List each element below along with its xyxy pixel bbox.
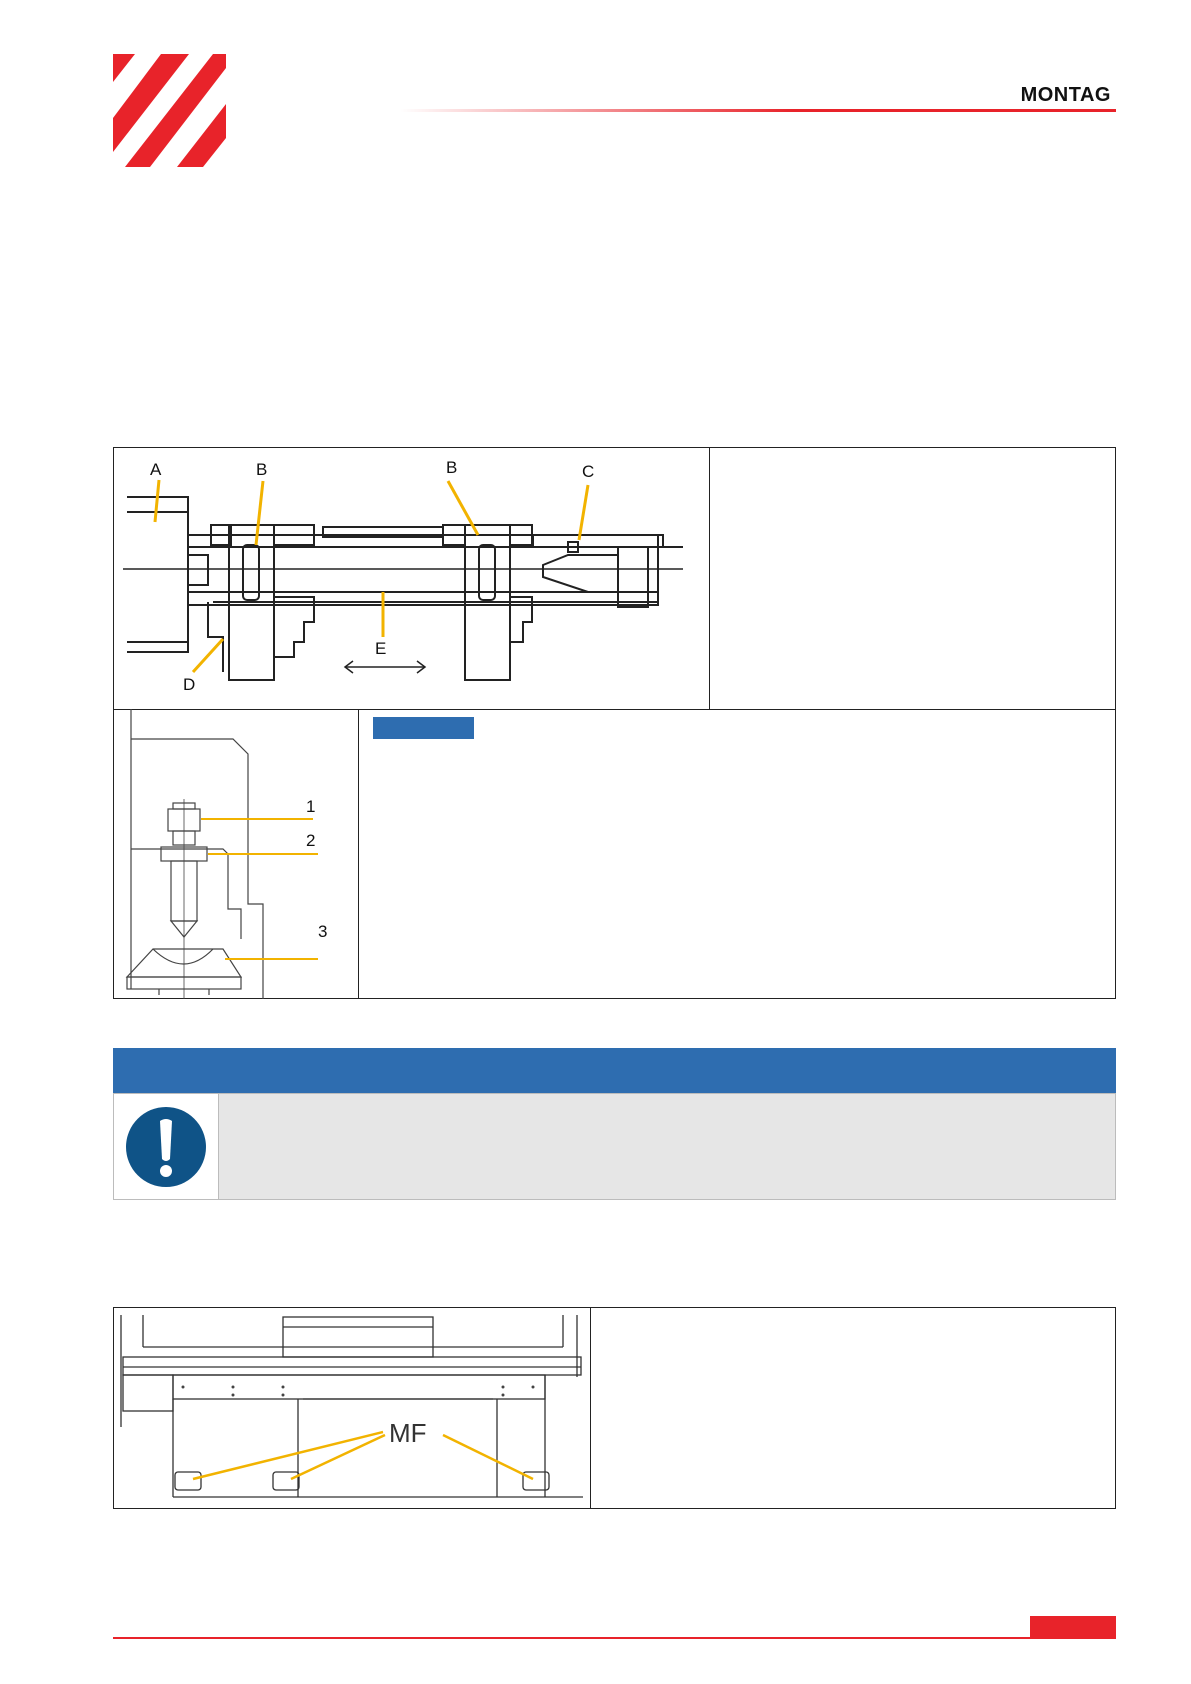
warning-title-bar: [113, 1048, 1116, 1093]
exclamation-circle-icon: [124, 1105, 208, 1189]
label-b-right: B: [446, 458, 458, 477]
label-d: D: [183, 675, 196, 694]
label-3: 3: [318, 922, 328, 941]
figure-1-leveling-diagram: [113, 447, 710, 710]
label-c: C: [582, 462, 595, 481]
page-number-tab: [1030, 1616, 1116, 1639]
header-divider: [400, 109, 1116, 112]
warning-icon-cell: [113, 1093, 219, 1200]
figure-2-leveling-screw-diagram: [113, 709, 359, 999]
label-2: 2: [306, 831, 316, 850]
warning-body: [113, 1093, 1116, 1200]
label-a: A: [150, 460, 162, 479]
figure-1-description: [710, 447, 1116, 710]
label-1: 1: [306, 797, 316, 816]
figure-3-machine-feet-diagram: [113, 1307, 591, 1509]
company-logo: [113, 54, 226, 167]
label-b-left: B: [256, 460, 268, 479]
label-mf: MF: [389, 1418, 427, 1448]
note-tag: [373, 717, 474, 739]
label-e: E: [375, 639, 387, 658]
footer-divider: [113, 1637, 1116, 1639]
section-title: MONTAG: [1020, 84, 1111, 106]
